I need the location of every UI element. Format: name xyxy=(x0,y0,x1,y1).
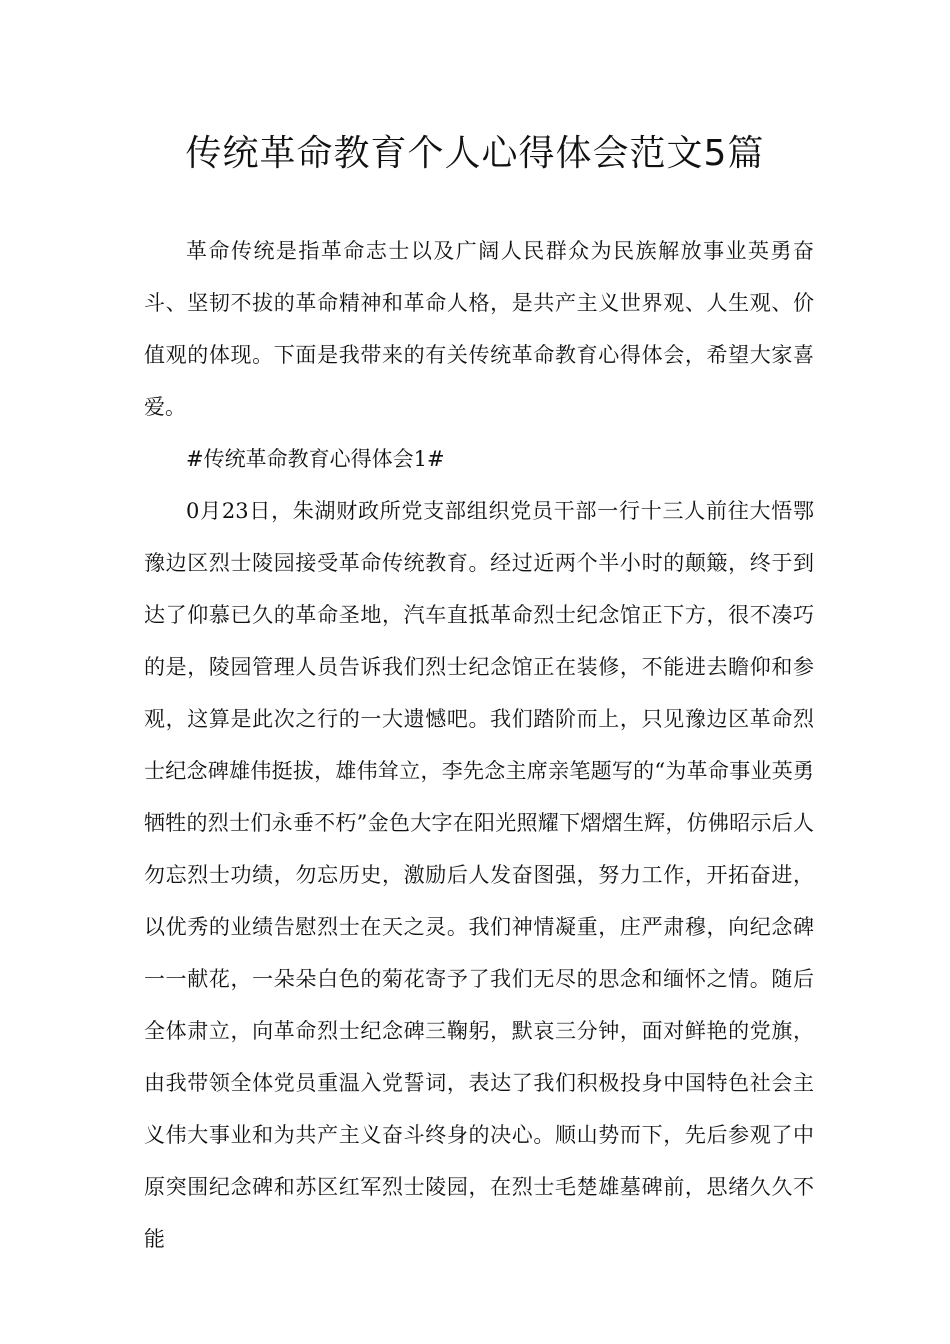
intro-paragraph: 革命传统是指革命志士以及广阔人民群众为民族解放事业英勇奋斗、坚韧不拔的革命精神和革命人格，是共产主义世界观、人生观、价值观的体现。下面是我带来的有关传统革命教育心得体会，希望大家喜爱。 xyxy=(144,239,814,419)
body-paragraph: 0月23日，朱湖财政所党支部组织党员干部一行十三人前往大悟鄂豫边区烈士陵园接受革命传统教育。经过近两个半小时的颠簸，终于到达了仰慕已久的革命圣地，汽车直抵革命烈士纪念馆正下方，很不凑巧的是，陵园管理人员告诉我们烈士纪念馆正在装修，不能进去瞻仰和参观，这算是此次之行的一大遗憾吧。我们踏阶而上，只见豫边区革命烈士纪念碑雄伟挺拔，雄伟耸立，李先念主席亲笔题写的“为革命事业英勇牺牲的烈士们永垂不朽”金色大字在阳光照耀下熠熠生辉，仿佛昭示后人勿忘烈士功绩，勿忘历史，激励后人发奋图强，努力工作，开拓奋进，以优秀的业绩告慰烈士在天之灵。我们神情凝重，庄严肃穆，向纪念碑一一献花，一朵朵白色的菊花寄予了我们无尽的思念和缅怀之情。随后全体肃立，向革命烈士纪念碑三鞠躬，默哀三分钟，面对鲜艳的党旗，由我带领全体党员重温入党誓词，表达了我们积极投身中国特色社会主义伟大事业和为共产主义奋斗终身的决心。顺山势而下，先后参观了中原突围纪念碑和苏区红军烈士陵园，在烈士毛楚雄墓碑前，思绪久久不能 xyxy=(144,499,814,1251)
document-body xyxy=(144,225,814,1265)
section-heading: #传统革命教育心得体会1# xyxy=(186,447,445,471)
document-title: 传统革命教育个人心得体会范文5篇 xyxy=(185,133,765,174)
